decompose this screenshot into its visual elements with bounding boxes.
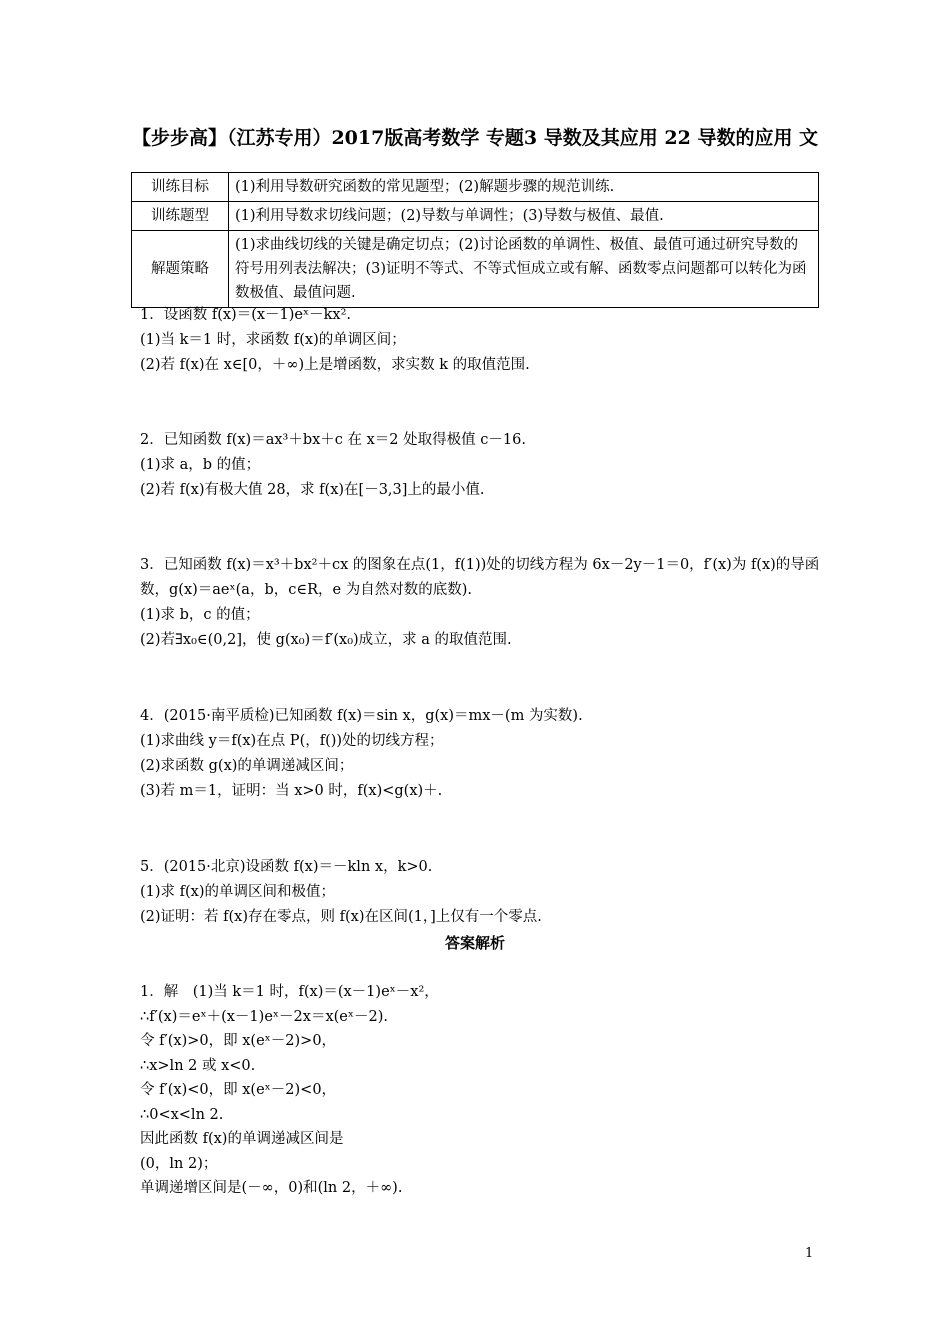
row-content: (1)利用导数求切线问题；(2)导数与单调性；(3)导数与极值、最值. (229, 202, 819, 231)
question-part: (1)求 f(x)的单调区间和极值； (140, 884, 336, 900)
table-row (132, 231, 819, 308)
answer-line: 1．解 (1)当 k＝1 时，f(x)＝(x－1)eˣ－x²， (140, 984, 439, 1000)
question-stem: 3．已知函数 f(x)＝x³＋bx²＋cx 的图象在点(1，f(1))处的切线方程为 6x－2y－1＝0，f′(x)为 f(x)的导函数，g(x)＝aeˣ(a，b，c∈R，e 为自然对数的底数). (140, 557, 820, 598)
row-label: 训练题型 (132, 202, 229, 231)
row-content: (1)利用导数研究函数的常见题型；(2)解题步骤的规范训练. (229, 173, 819, 202)
question-2 (140, 428, 820, 503)
question-1 (140, 303, 820, 378)
answer-line: 因此函数 f(x)的单调递减区间是 (140, 1131, 344, 1147)
question-part: (1)求 b，c 的值； (140, 607, 260, 623)
answer-line: ∴0<x<ln 2. (140, 1106, 224, 1123)
question-part: (1)求曲线 y＝f(x)在点 P(，f())处的切线方程； (140, 733, 444, 749)
table-row (132, 173, 819, 202)
answer-heading: 答案解析 (444, 934, 505, 952)
question-stem: 1．设函数 f(x)＝(x－1)eˣ－kx². (140, 307, 352, 323)
answer-line: 令 f′(x)>0，即 x(eˣ－2)>0， (140, 1033, 337, 1049)
question-part: (1)求 a，b 的值； (140, 457, 261, 473)
answer-line: 单调递增区间是(－∞，0)和(ln 2，＋∞). (140, 1180, 403, 1196)
answer-line: (0，ln 2)； (140, 1155, 218, 1172)
question-part: (2)求函数 g(x)的单调递减区间； (140, 758, 354, 774)
question-part: (2)证明：若 f(x)存在零点，则 f(x)在区间(1，]上仅有一个零点. (140, 909, 542, 925)
question-part: (2)若 f(x)有极大值 28，求 f(x)在[－3,3]上的最小值. (140, 482, 485, 498)
question-4 (140, 704, 820, 804)
question-stem: 4．(2015·南平质检)已知函数 f(x)＝sin x，g(x)＝mx－(m 为实数). (140, 708, 583, 724)
row-content: (1)求曲线切线的关键是确定切点；(2)讨论函数的单调性、极值、最值可通过研究导数的符号用列表法解决；(3)证明不等式、不等式恒成立或有解、函数零点问题都可以转化为函数极值、最值问题. (229, 231, 819, 308)
row-label: 训练目标 (132, 173, 229, 202)
answer-section (140, 980, 820, 1201)
question-part: (2)若 f(x)在 x∈[0，＋∞)上是增函数，求实数 k 的取值范围. (140, 357, 530, 373)
document-title: 【步步高】（江苏专用）2017版高考数学 专题3 导数及其应用 22 导数的应用 文 (131, 127, 819, 149)
question-part: (2)若∃x₀∈(0,2]，使 g(x₀)＝f′(x₀)成立，求 a 的取值范围. (140, 632, 512, 648)
training-info-table (131, 172, 819, 308)
question-stem: 5．(2015·北京)设函数 f(x)＝－kln x，k>0. (140, 859, 433, 875)
answer-line: ∴f′(x)＝eˣ＋(x－1)eˣ－2x＝x(eˣ－2). (140, 1008, 389, 1025)
question-part: (3)若 m＝1，证明：当 x>0 时，f(x)<g(x)＋. (140, 783, 443, 799)
question-part: (1)当 k＝1 时，求函数 f(x)的单调区间； (140, 332, 406, 348)
table-row (132, 202, 819, 231)
row-label: 解题策略 (132, 231, 229, 308)
question-stem: 2．已知函数 f(x)＝ax³＋bx＋c 在 x＝2 处取得极值 c－16. (140, 432, 526, 448)
answer-line: 令 f′(x)<0，即 x(eˣ－2)<0， (140, 1082, 337, 1098)
question-3 (140, 553, 820, 653)
question-5 (140, 855, 820, 930)
page-number: 1 (805, 1246, 814, 1261)
answer-line: ∴x>ln 2 或 x<0. (140, 1057, 256, 1074)
